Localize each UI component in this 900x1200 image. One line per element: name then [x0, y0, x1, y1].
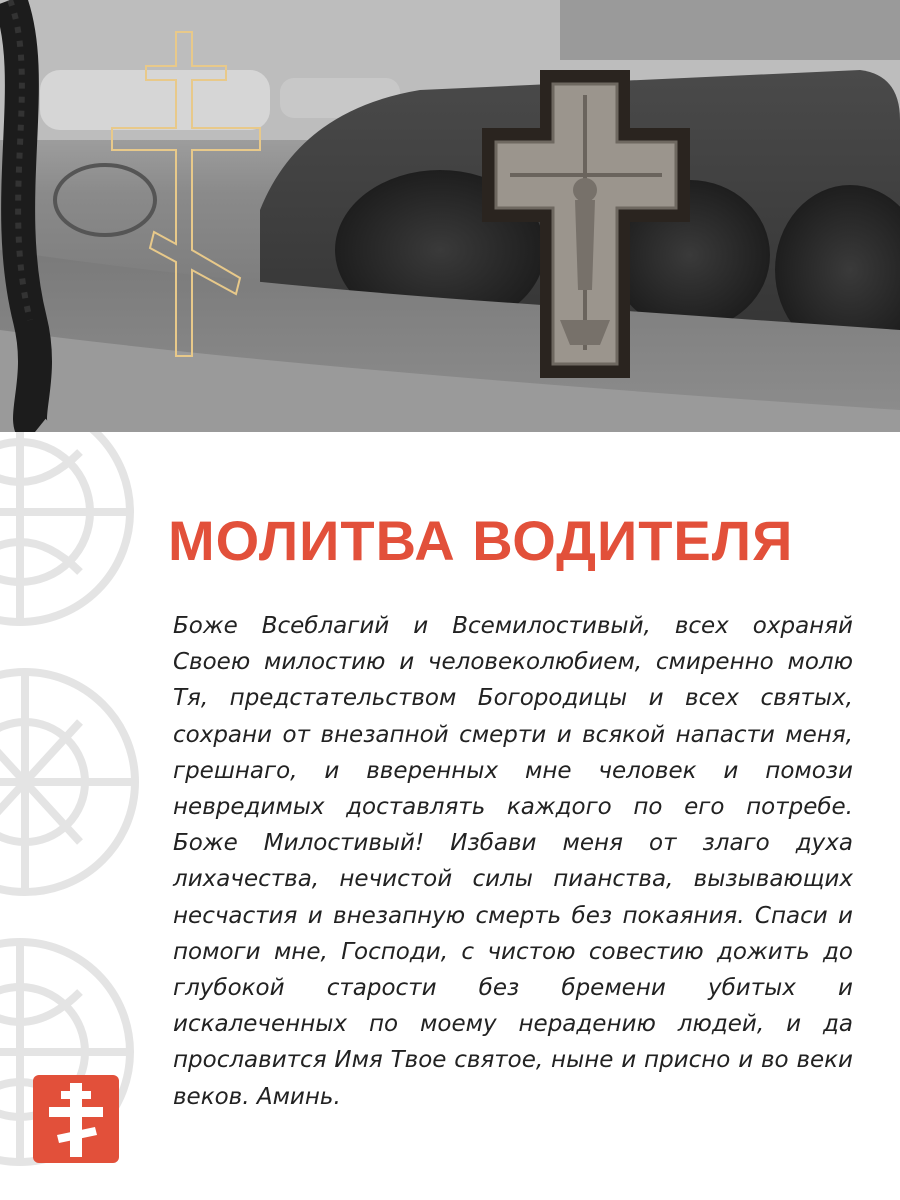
logo: [33, 1075, 119, 1163]
prayer-text: Боже Всеблагий и Всемилостивый, всех охраняй Своею милостию и человеколюбием, смиренно молю Тя, предстательством Богородицы и всех святых, сохрани от внезапной смерти и всякой напасти меня, грешнаго, и вверенных мне человек и помози невредимых доставлять каждого по его потребе. Боже Милостивый! Избави меня от злаго духа лихачества, нечистой силы пианства, вызывающих несчастия и внезапную смерть без покаяния. Спаси и помоги мне, Господи, с чистою совестию дожить до глубокой старости без бремени убитых и искалеченных по моему нерадению людей, и да прославится Имя Твое святое, ныне и присно и во веки веков. Аминь.: [173, 613, 853, 1110]
dashboard-photo-illustration: [0, 0, 900, 432]
orthodox-cross-icon: [33, 1075, 119, 1163]
page-title: МОЛИТВА ВОДИТЕЛЯ: [168, 509, 794, 572]
header-photo: [0, 0, 900, 432]
